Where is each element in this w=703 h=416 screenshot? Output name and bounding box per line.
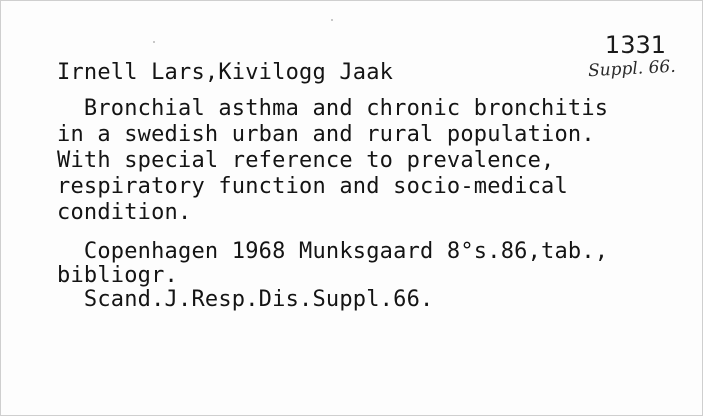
dust-speck: [331, 19, 333, 21]
title-line: With special reference to prevalence,: [57, 148, 555, 173]
handwritten-note: Suppl. 66.: [587, 56, 677, 82]
title-line: respiratory function and socio-medical: [57, 174, 568, 199]
title-line: condition.: [57, 200, 192, 225]
series-line: Scand.J.Resp.Dis.Suppl.66.: [57, 287, 434, 312]
dust-speck: [153, 41, 155, 43]
imprint-line: Copenhagen 1968 Munksgaard 8°s.86,tab.,: [57, 239, 609, 264]
imprint-line: bibliogr.: [57, 263, 179, 288]
title-line: Bronchial asthma and chronic bronchitis: [57, 96, 609, 121]
title-line: in a swedish urban and rural population.: [57, 122, 595, 147]
card-number: 1331: [604, 31, 666, 59]
author-line: Irnell Lars,Kivilogg Jaak: [57, 60, 394, 85]
